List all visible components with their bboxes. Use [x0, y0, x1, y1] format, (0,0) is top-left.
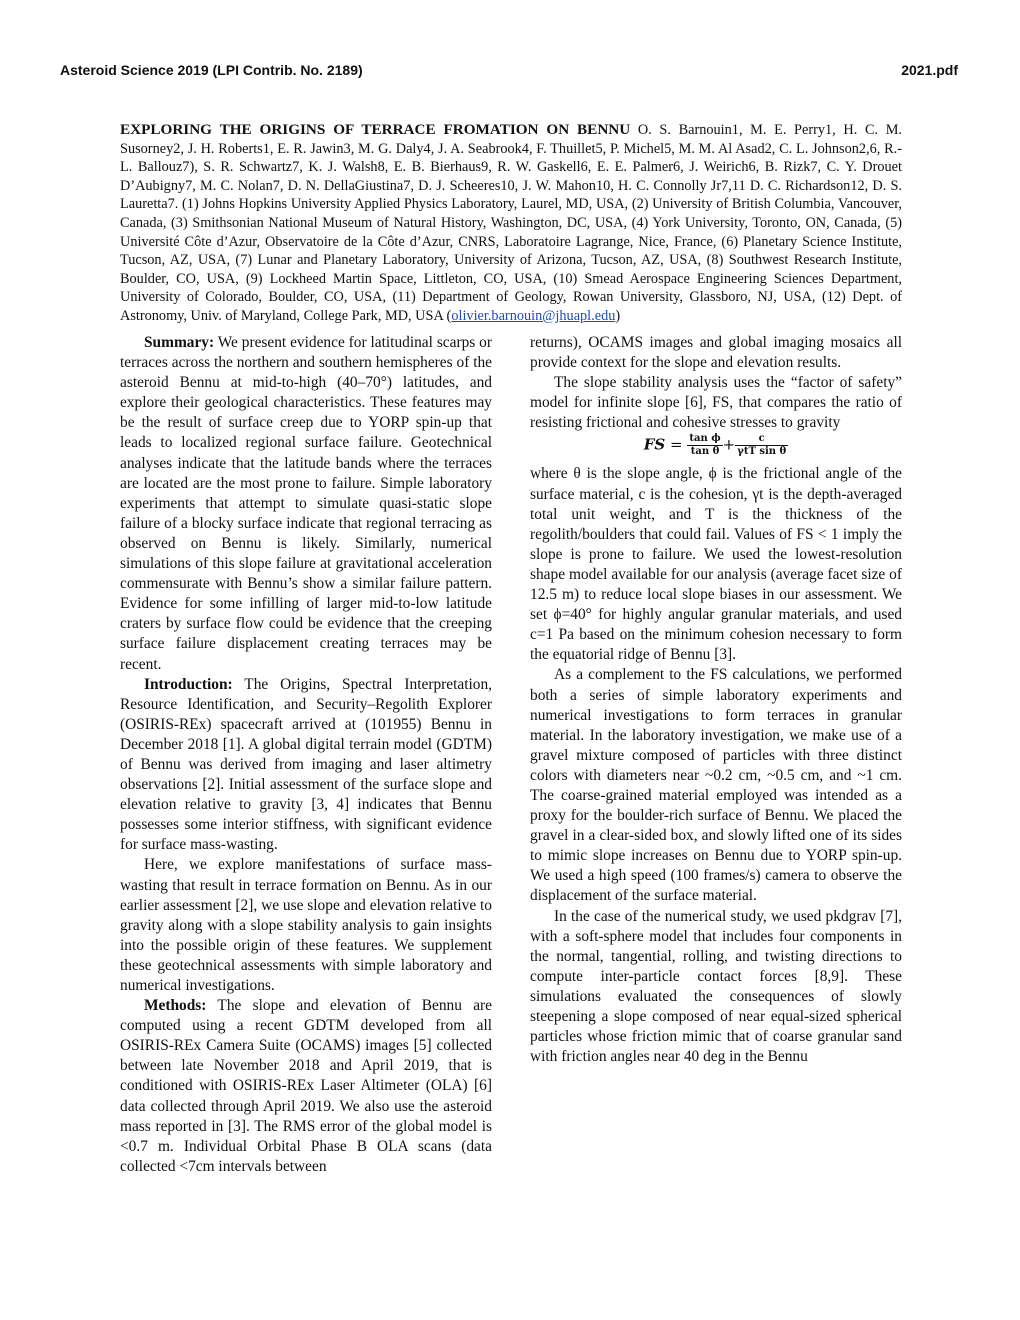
authors-affiliations: O. S. Barnouin1, M. E. Perry1, H. C. M. Susorney2, J. H. Roberts1, E. R. Jawin3, M. G. Daly4, J. A. Seabrook4, F. Thuillet5, P. Michel5, M. M. Al Asad2, C. L. Johnson2,6, R.-L. Ballouz7), S. R. Schwartz7, K. J. Walsh8, E. B. Bierhaus9, R. W. Gaskell6, E. E. Palmer6, J. Weirich6, B. Rizk7, C. Y. Drouet D’Aubigny7, M. C. Nolan7, D. N. DellaGiustina7, D. J. Scheeres10, J. W. Mahon10, H. C. Connolly Jr7,11 D. C. Richardson12, D. S. Lauretta7. (1) Johns Hopkins University Applied Physics Laboratory, Laurel, MD, USA, (2) University of British Columbia, Vancouver, Canada, (3) Smithsonian National Museum of Natural History, Washington, DC, USA, (4) York University, Toronto, ON, Canada, (5) Université Côte d’Azur, Observatoire de la Côte d’Azur, CNRS, Laboratoire Lagrange, Nice, France, (6) Planetary Science Institute, Tucson, AZ, USA, (7) Lunar and Planetary Laboratory, University of Arizona, Tucson, AZ, USA, (8) Southwest Research Institute, Boulder, CO, USA, (9) Lockheed Martin Space, Littleton, CO, USA, (10) Smead Aerospace Engineering Sciences Department, University of Colorado, Boulder, CO, USA, (11) Department of Geology, Rowan University, Glassboro, NJ, USA, (12) Dept. of Astronomy, Univ. of Maryland, College Park, MD, USA ( [120, 122, 902, 324]
introduction-paragraph: Introduction: The Origins, Spectral Interpretation, Resource Identification, and Security–Regolith Explorer (OSIRIS-REx) spacecraft arrived at (101955) Bennu in December 2018 [1]. A global digital terrain model (GDTM) of Bennu was derived from imaging and laser altimetry observations [2]. Initial assessment of the surface slope and elevation relative to gravity [3, 4] indicates that Bennu possesses some interior stiffness, with significant evidence for surface mass-wasting. [120, 675, 492, 854]
equation-lhs: FS [643, 435, 666, 454]
where-paragraph: where θ is the slope angle, ϕ is the frictional angle of the surface material, c is the cohesion, γt is the depth-averaged total unit weight, and T is the thickness of the regolith/boulders that could fail. Values of FS < 1 imply the slope is prone to failure. We used the lowest-resolution shape model available for our analysis (average facet size of 12.5 m) to reduce local slope biases in our assessment. We set ϕ=40° for highly angular granular materials, and used c=1 Pa based on the minimum cohesion necessary to form the equatorial ridge of Bennu [3]. [530, 465, 902, 664]
continued-paragraph: returns), OCAMS images and global imaging mosaics all provide context for the slope and elevation results. [530, 334, 902, 372]
slope-stability-paragraph: The slope stability analysis uses the “factor of safety” model for infinite slope [6], FS, that compares the ratio of resisting frictional and cohesive stresses to gravity [530, 374, 902, 432]
paper-title: EXPLORING THE ORIGINS OF TERRACE FROMATION ON BENNU [120, 121, 631, 138]
numerical-paragraph: In the case of the numerical study, we used pkdgrav [7], with a soft-sphere model that includes four components in the normal, tangential, rolling, and twisting directions to compute inter-particle contact forces [8,9]. These simulations evaluated the consequences of slowly steepening a slope composed of near equal-sized spherical particles whose friction mimic that of coarse granular sand with friction angles near 40 deg in the Bennu [530, 907, 902, 1066]
title-author-block [120, 121, 902, 326]
contact-email-link[interactable]: olivier.barnouin@jhuapl.edu [451, 307, 616, 324]
complement-paragraph: As a complement to the FS calculations, we performed both a series of simple laboratory experiments and numerical investigations to form terraces in granular material. In the laboratory investigation, we make use of a gravel mixture composed of particles with three distinct colors with diameters near ~0.2 cm, ~0.5 cm, and ~1 cm. The coarse-grained material employed was intended as a proxy for the boulder-rich surface of Bennu. We placed the gravel in a clear-sided box, and slowly lifted one of its sides to mimic slope increases on Bennu due to YORP spin-up. We used a high speed (100 frames/s) camera to observe the displacement of the surface material. [530, 666, 902, 905]
summary-heading: Summary: [144, 334, 215, 351]
running-header-left: Asteroid Science 2019 (LPI Contrib. No. 2189) [60, 62, 363, 78]
factor-of-safety-equation: FS = $\frac{\text{tan ϕ}}{\text{tan θ}}$ + $\frac{c}{\text{γtT sin θ}}$ [643, 433, 787, 458]
running-header-right: 2021.pdf [901, 62, 958, 78]
equation-fraction-friction: $\frac{\text{tan ϕ}}{\text{tan θ}}$ [689, 433, 721, 458]
methods-heading: Methods: [144, 997, 207, 1015]
introduction-heading: Introduction: [144, 675, 233, 693]
equation-fraction-cohesion: $\frac{c}{\text{γtT sin θ}}$ [737, 433, 787, 458]
summary-paragraph: Summary: We present evidence for latitudinal scarps or terraces across the northern and southern hemispheres of the asteroid Bennu at mid-to-high (40–70°) latitudes, and explore their geological characteristics. These features may be the result of surface creep due to YORP spin-up that leads to localized regional surface failure. Geotechnical analyses indicate that the latitude bands where the terraces are located are the most prone to failure. Simple laboratory experiments that attempt to simulate quasi-static slope failure of a blocky surface indicate that regional terracing as observed on Bennu is likely. Similarly, numerical simulations of this slope failure at gravitational acceleration commensurate with Bennu’s show a similar failure pattern. Evidence for some infilling of larger mid-to-low latitude craters by surface flow could be evidence that the creeping surface failure displacement creating terraces may be recent. [120, 334, 492, 673]
left-column [120, 333, 492, 1177]
closing-paren: ) [615, 307, 621, 324]
methods-paragraph: Methods: The slope and elevation of Bennu are computed using a recent GDTM developed from all OSIRIS-REx Camera Suite (OCAMS) images [5] collected between late November 2018 and April 2019, that is conditioned with OSIRIS-REx Laser Altimeter (OLA) [6] data collected through April 2019. We also use the asteroid mass reported in [3]. The RMS error of the global model is <0.7 m. Individual Orbital Phase B OLA scans (data collected <7cm intervals between [120, 997, 492, 1175]
here-paragraph: Here, we explore manifestations of surface mass-wasting that result in terrace formation on Bennu. As in our earlier assessment [2], we use slope and elevation relative to gravity along with a slope stability analysis to gain insights into the possible origin of these features. We supplement these geotechnical assessments with simple laboratory and numerical investigations. [120, 856, 492, 994]
right-column [530, 333, 902, 1067]
